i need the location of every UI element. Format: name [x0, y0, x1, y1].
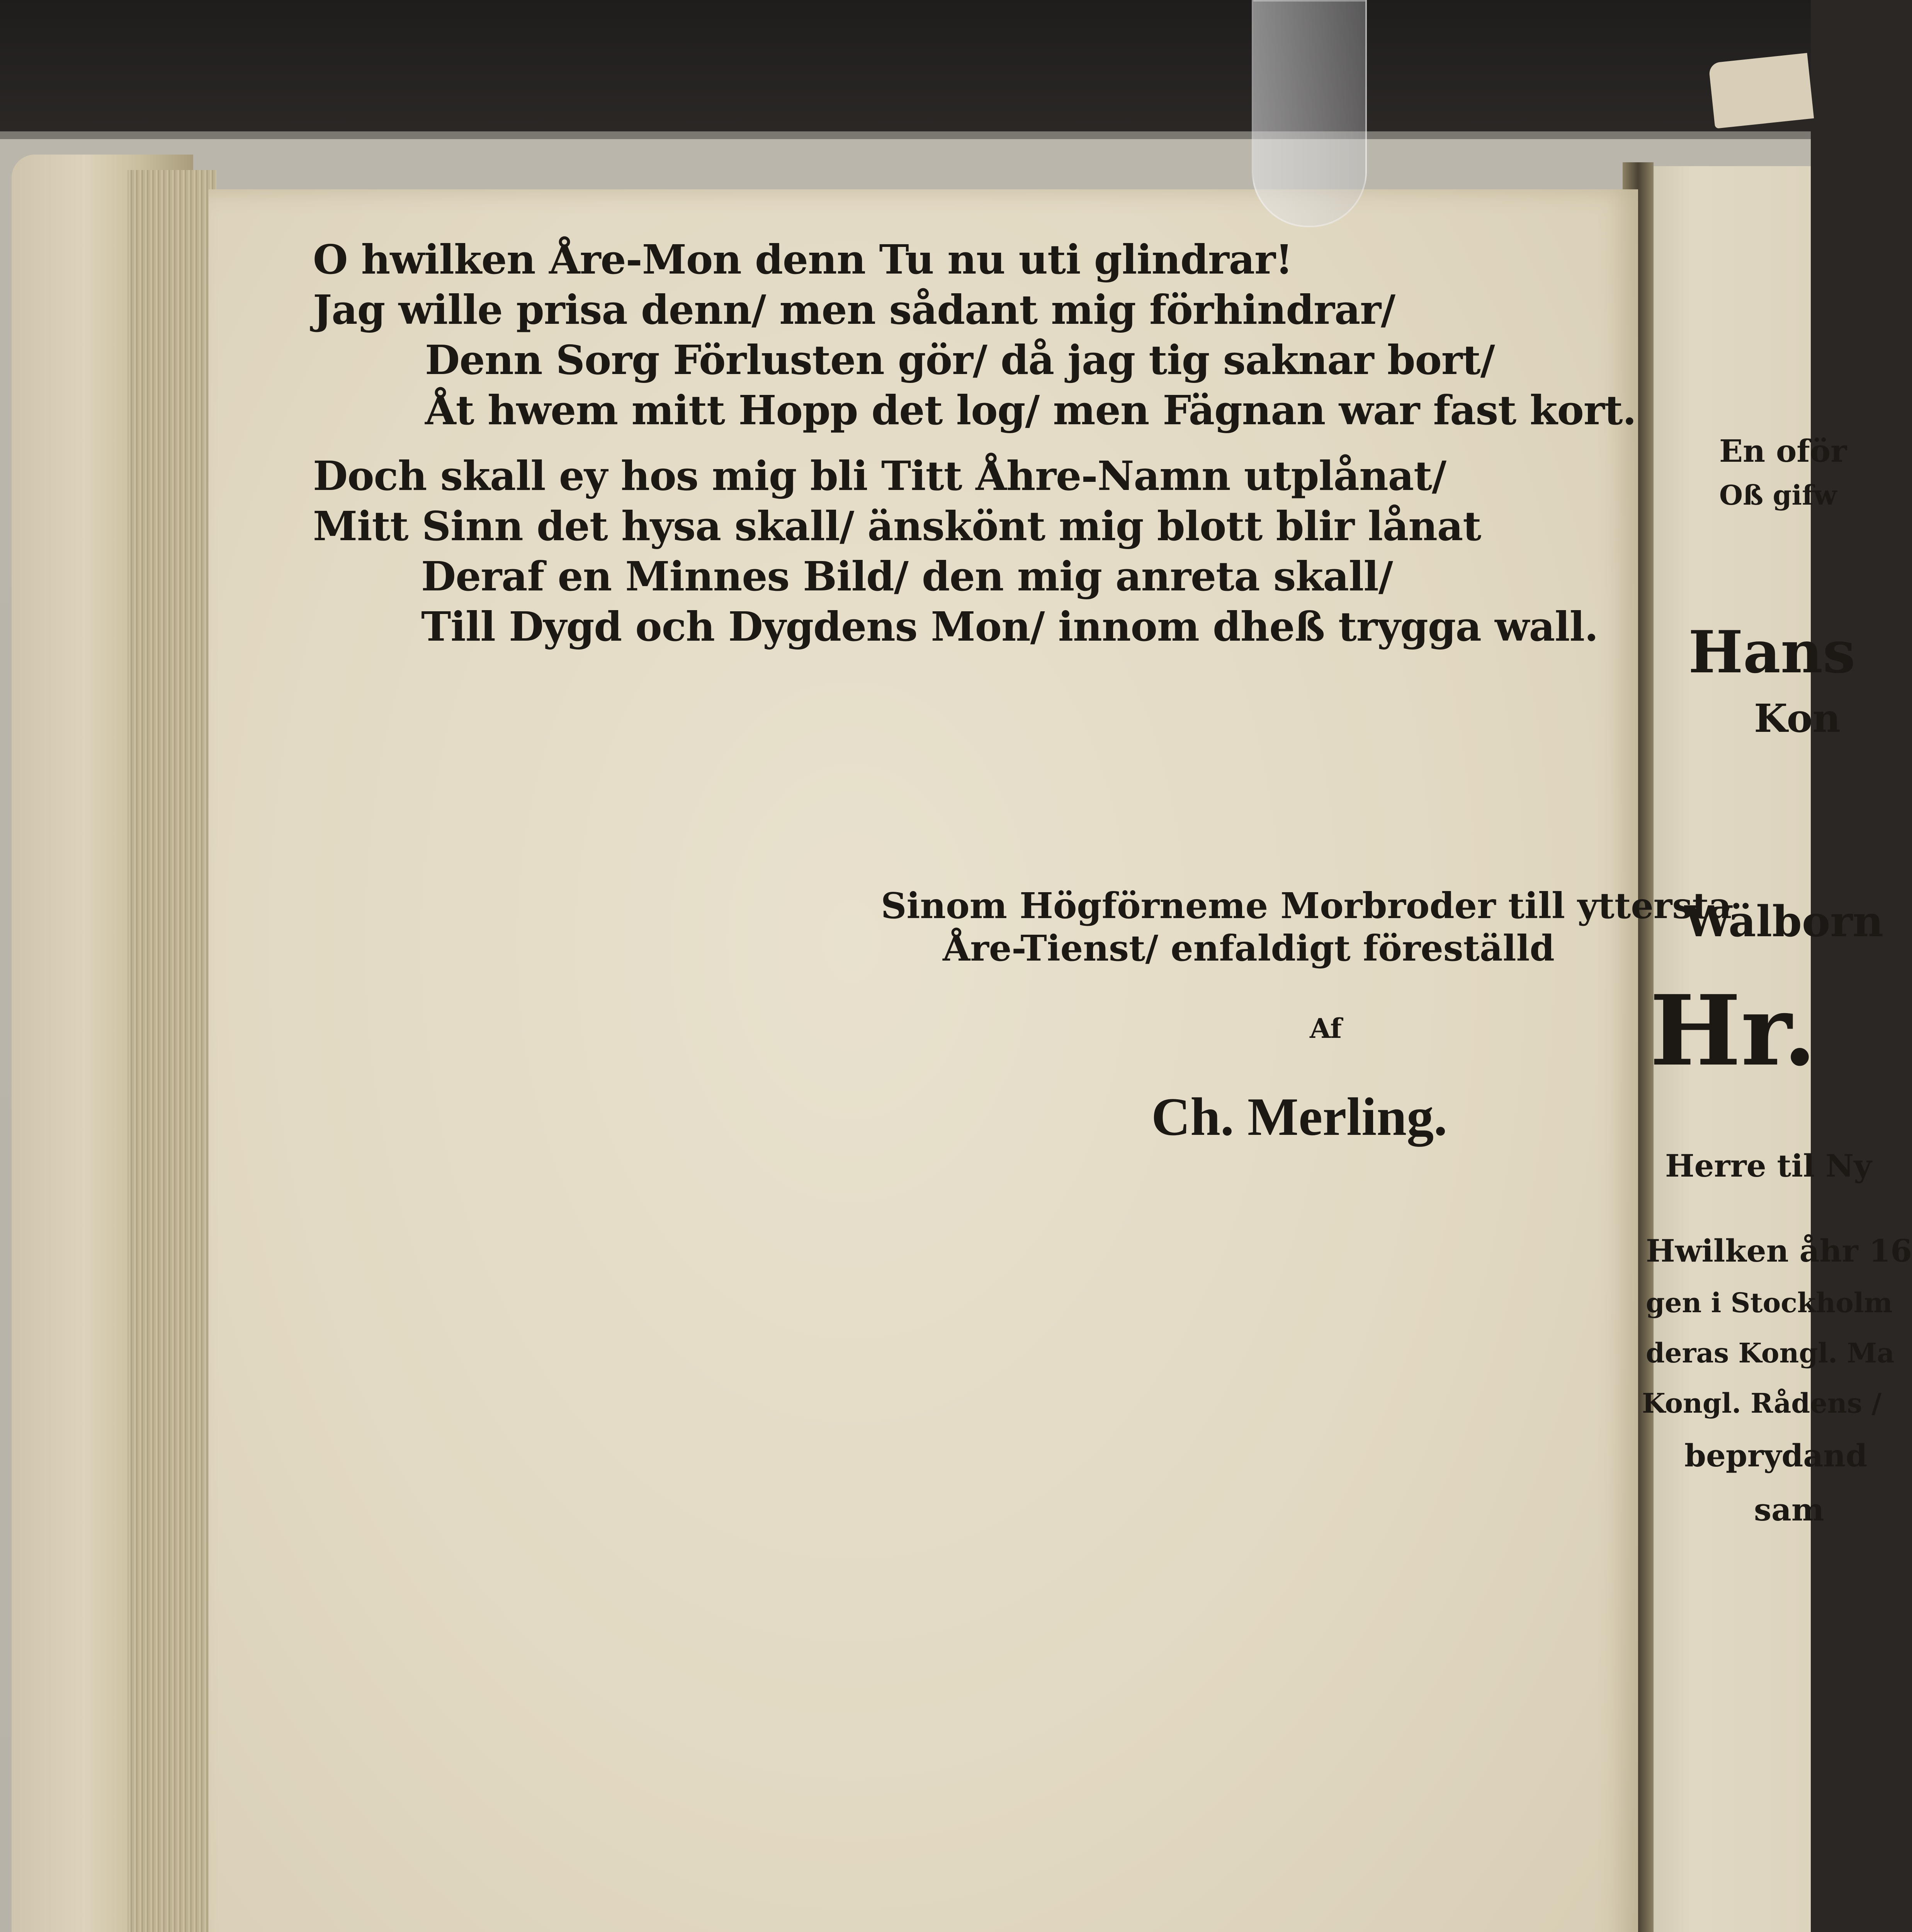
page-stack-edges — [127, 170, 216, 1932]
facing-line: deras Kongl. Ma — [1646, 1337, 1895, 1369]
facing-line: sam — [1754, 1492, 1824, 1528]
verse-line: Jag wille prisa denn/ men sådant mig förhindrar/ — [313, 286, 1395, 333]
facing-line: Herre til Ny — [1665, 1148, 1872, 1184]
facing-line: Hans — [1688, 618, 1856, 686]
facing-line: gen i Stockholm — [1646, 1287, 1893, 1319]
verse-line: Åt hwem mitt Hopp det log/ men Fägnan war fast kort. — [425, 386, 1636, 434]
dedication-line: Sinom Högförneme Morbroder till yttersta — [881, 885, 1732, 927]
verse-line: Doch skall ey hos mig bli Titt Åhre-Namn utplånat/ — [313, 452, 1446, 500]
verse-line: Mitt Sinn det hysa skall/ änskönt mig blott blir lånat — [313, 502, 1481, 550]
verse-line: Deraf en Minnes Bild/ den mig anreta skall/ — [421, 553, 1393, 600]
facing-line: Kon — [1754, 696, 1841, 741]
dedication-line: Åre-Tienst/ enfaldigt föreställd — [943, 927, 1555, 969]
verse-line: Till Dygd och Dygdens Mon/ innom dheß trygga wall. — [421, 603, 1598, 650]
author-prefix: Af — [1310, 1012, 1342, 1044]
facing-line: Wälborn — [1684, 896, 1884, 946]
verse-line: Denn Sorg Förlusten gör/ då jag tig saknar bort/ — [425, 336, 1495, 384]
verse-line: O hwilken Åre-Mon denn Tu nu uti glindrar! — [313, 236, 1293, 283]
author-name: Ch. Merling. — [1151, 1087, 1448, 1147]
torn-page-corner — [1708, 53, 1814, 129]
glass-clip-top — [1252, 0, 1367, 227]
left-page — [209, 189, 1732, 1932]
facing-line: Kongl. Rådens / — [1642, 1387, 1882, 1419]
facing-line: Oß gifw — [1719, 479, 1837, 511]
facing-line: Hr. — [1650, 974, 1817, 1087]
facing-line: Hwilken åhr 16 — [1646, 1233, 1912, 1269]
facing-line: En oför — [1719, 433, 1847, 469]
facing-line: beprydand — [1684, 1437, 1868, 1474]
